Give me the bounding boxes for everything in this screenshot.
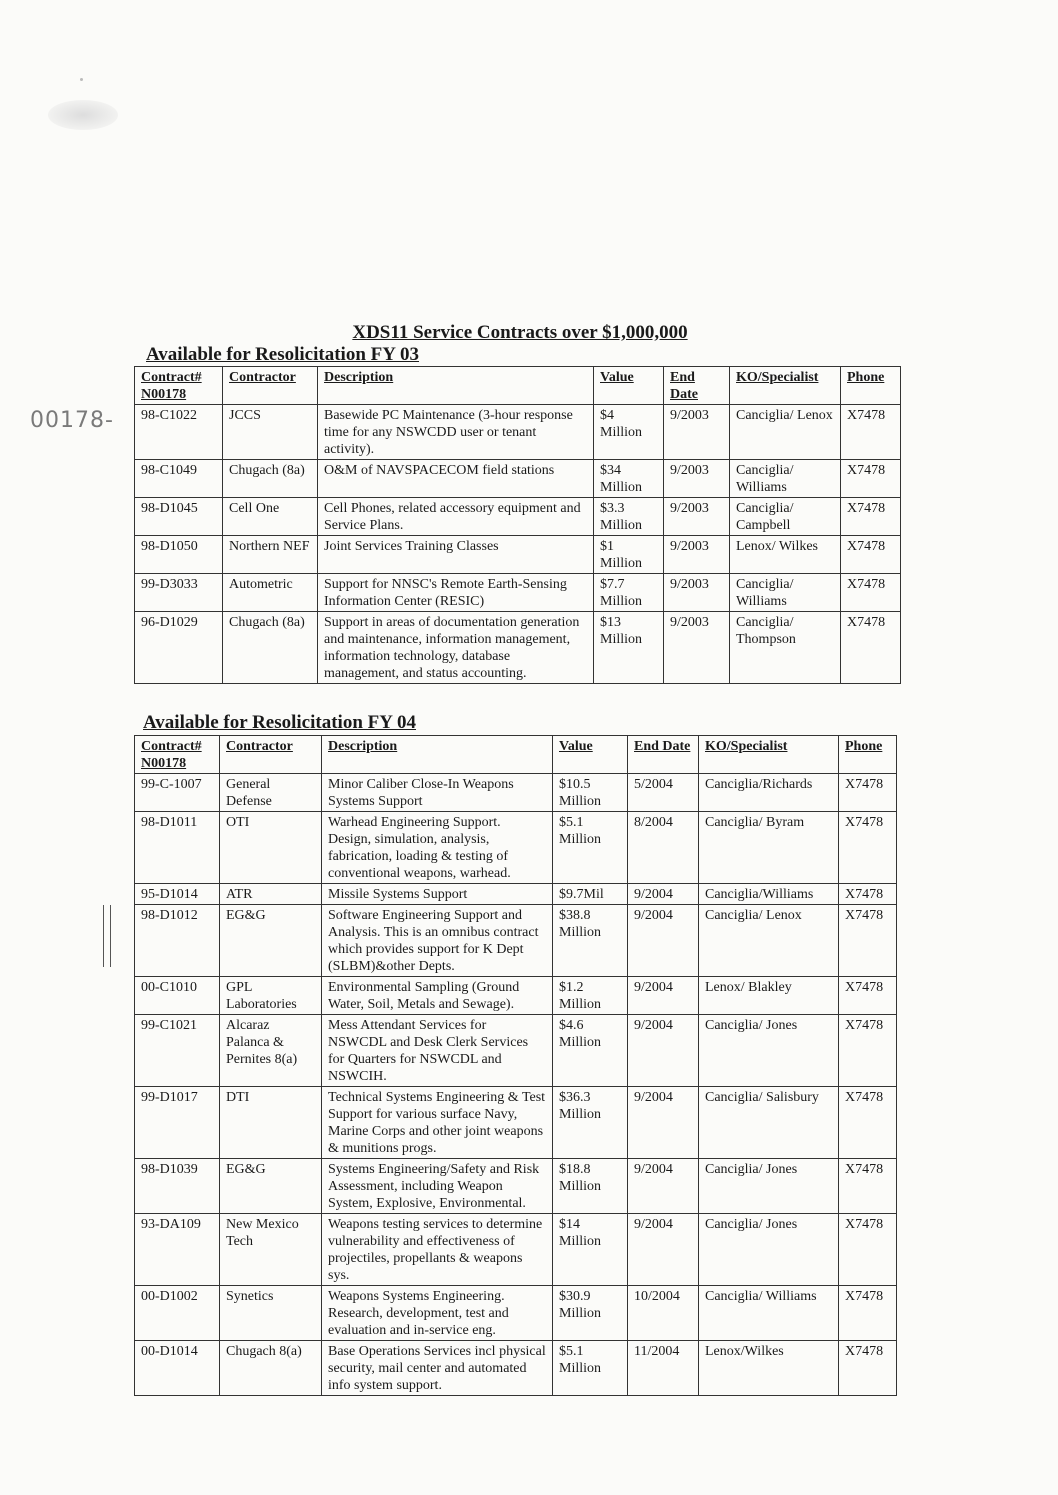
cell-ko-specialist: Canciglia/ Williams bbox=[699, 1286, 839, 1341]
cell-contract-number: 98-D1039 bbox=[135, 1159, 220, 1214]
table-row bbox=[135, 574, 901, 612]
cell-contract-number: 98-C1022 bbox=[135, 405, 223, 460]
column-header-end-date: End Date bbox=[628, 736, 699, 774]
cell-phone: X7478 bbox=[839, 774, 897, 812]
contracts-table-fy04 bbox=[134, 735, 897, 1396]
cell-phone: X7478 bbox=[839, 1214, 897, 1286]
column-header-ko-specialist: KO/Specialist bbox=[730, 367, 841, 405]
cell-ko-specialist: Canciglia/ Williams bbox=[730, 574, 841, 612]
cell-ko-specialist: Lenox/ Wilkes bbox=[730, 536, 841, 574]
column-header-contract-number: Contract# N00178 bbox=[135, 367, 223, 405]
cell-phone: X7478 bbox=[841, 574, 901, 612]
cell-ko-specialist: Canciglia/ Byram bbox=[699, 812, 839, 884]
cell-value: $36.3 Million bbox=[553, 1087, 628, 1159]
cell-ko-specialist: Canciglia/Richards bbox=[699, 774, 839, 812]
cell-end-date: 9/2004 bbox=[628, 884, 699, 905]
table-row bbox=[135, 1159, 897, 1214]
cell-end-date: 9/2004 bbox=[628, 977, 699, 1015]
cell-phone: X7478 bbox=[839, 1087, 897, 1159]
cell-ko-specialist: Lenox/Wilkes bbox=[699, 1341, 839, 1396]
cell-phone: X7478 bbox=[841, 405, 901, 460]
cell-phone: X7478 bbox=[839, 1015, 897, 1087]
cell-contractor: Chugach 8(a) bbox=[220, 1341, 322, 1396]
cell-contract-number: 98-D1012 bbox=[135, 905, 220, 977]
cell-value: $5.1 Million bbox=[553, 1341, 628, 1396]
cell-end-date: 11/2004 bbox=[628, 1341, 699, 1396]
cell-end-date: 9/2003 bbox=[664, 536, 730, 574]
column-header-value: Value bbox=[553, 736, 628, 774]
column-header-description: Description bbox=[322, 736, 553, 774]
scan-speck bbox=[80, 78, 83, 81]
cell-end-date: 9/2004 bbox=[628, 1015, 699, 1087]
table-row bbox=[135, 1286, 897, 1341]
cell-value: $34 Million bbox=[594, 460, 664, 498]
cell-ko-specialist: Canciglia/ Thompson bbox=[730, 612, 841, 684]
cell-contractor: New Mexico Tech bbox=[220, 1214, 322, 1286]
cell-phone: X7478 bbox=[839, 905, 897, 977]
cell-phone: X7478 bbox=[839, 1159, 897, 1214]
table-row bbox=[135, 536, 901, 574]
cell-contractor: General Defense bbox=[220, 774, 322, 812]
handwritten-margin-note: 00178- bbox=[30, 408, 114, 433]
cell-phone: X7478 bbox=[841, 536, 901, 574]
cell-description: Joint Services Training Classes bbox=[318, 536, 594, 574]
header-row bbox=[135, 367, 901, 405]
cell-contract-number: 93-DA109 bbox=[135, 1214, 220, 1286]
cell-end-date: 9/2003 bbox=[664, 574, 730, 612]
cell-value: $1 Million bbox=[594, 536, 664, 574]
cell-description: Environmental Sampling (Ground Water, Soil, Metals and Sewage). bbox=[322, 977, 553, 1015]
table-row bbox=[135, 774, 897, 812]
cell-end-date: 9/2004 bbox=[628, 1087, 699, 1159]
cell-phone: X7478 bbox=[841, 498, 901, 536]
cell-contract-number: 98-C1049 bbox=[135, 460, 223, 498]
cell-value: $18.8 Million bbox=[553, 1159, 628, 1214]
cell-description: O&M of NAVSPACECOM field stations bbox=[318, 460, 594, 498]
table-row bbox=[135, 460, 901, 498]
cell-phone: X7478 bbox=[841, 612, 901, 684]
table-row bbox=[135, 1015, 897, 1087]
cell-description: Basewide PC Maintenance (3-hour response time for any NSWCDD user or tenant activity). bbox=[318, 405, 594, 460]
column-header-phone: Phone bbox=[841, 367, 901, 405]
cell-phone: X7478 bbox=[839, 1286, 897, 1341]
cell-description: Mess Attendant Services for NSWCDL and Desk Clerk Services for Quarters for NSWCDL and NSWCIH. bbox=[322, 1015, 553, 1087]
cell-ko-specialist: Canciglia/ Jones bbox=[699, 1015, 839, 1087]
cell-value: $1.2 Million bbox=[553, 977, 628, 1015]
cell-description: Missile Systems Support bbox=[322, 884, 553, 905]
scan-smudge bbox=[48, 100, 118, 130]
cell-end-date: 9/2004 bbox=[628, 905, 699, 977]
cell-ko-specialist: Canciglia/ Jones bbox=[699, 1214, 839, 1286]
page-title: XDS11 Service Contracts over $1,000,000 bbox=[352, 322, 688, 343]
cell-description: Weapons testing services to determine vulnerability and effectiveness of projectiles, propellants & weapons sys. bbox=[322, 1214, 553, 1286]
cell-ko-specialist: Canciglia/ Salisbury bbox=[699, 1087, 839, 1159]
table-row bbox=[135, 1214, 897, 1286]
cell-value: $3.3 Million bbox=[594, 498, 664, 536]
column-header-contractor: Contractor bbox=[220, 736, 322, 774]
cell-contract-number: 99-C1021 bbox=[135, 1015, 220, 1087]
cell-description: Technical Systems Engineering & Test Support for various surface Navy, Marine Corps and other joint weapons & munitions progs. bbox=[322, 1087, 553, 1159]
cell-contract-number: 00-D1014 bbox=[135, 1341, 220, 1396]
cell-value: $9.7Mil bbox=[553, 884, 628, 905]
cell-description: Minor Caliber Close-In Weapons Systems Support bbox=[322, 774, 553, 812]
cell-value: $4 Million bbox=[594, 405, 664, 460]
cell-end-date: 10/2004 bbox=[628, 1286, 699, 1341]
cell-description: Support in areas of documentation generation and maintenance, information management, information technology, database management, and status accounting. bbox=[318, 612, 594, 684]
cell-description: Support for NNSC's Remote Earth-Sensing Information Center (RESIC) bbox=[318, 574, 594, 612]
table-row bbox=[135, 1341, 897, 1396]
cell-contract-number: 98-D1050 bbox=[135, 536, 223, 574]
column-header-ko-specialist: KO/Specialist bbox=[699, 736, 839, 774]
cell-contractor: EG&G bbox=[220, 1159, 322, 1214]
cell-ko-specialist: Canciglia/ Lenox bbox=[730, 405, 841, 460]
header-row bbox=[135, 736, 897, 774]
section-title-fy03: Available for Resolicitation FY 03 bbox=[146, 344, 420, 365]
cell-contract-number: 98-D1011 bbox=[135, 812, 220, 884]
cell-end-date: 8/2004 bbox=[628, 812, 699, 884]
cell-contractor: ATR bbox=[220, 884, 322, 905]
column-header-end-date: End Date bbox=[664, 367, 730, 405]
cell-contractor: JCCS bbox=[223, 405, 318, 460]
cell-ko-specialist: Canciglia/ Williams bbox=[730, 460, 841, 498]
column-header-contractor: Contractor bbox=[223, 367, 318, 405]
cell-description: Cell Phones, related accessory equipment and Service Plans. bbox=[318, 498, 594, 536]
cell-contractor: Northern NEF bbox=[223, 536, 318, 574]
cell-contractor: EG&G bbox=[220, 905, 322, 977]
cell-contract-number: 96-D1029 bbox=[135, 612, 223, 684]
cell-end-date: 9/2003 bbox=[664, 405, 730, 460]
cell-contractor: GPL Laboratories bbox=[220, 977, 322, 1015]
cell-description: Base Operations Services incl physical security, mail center and automated info system support. bbox=[322, 1341, 553, 1396]
cell-contractor: DTI bbox=[220, 1087, 322, 1159]
cell-phone: X7478 bbox=[839, 977, 897, 1015]
cell-value: $30.9 Million bbox=[553, 1286, 628, 1341]
pencil-mark bbox=[103, 905, 111, 967]
cell-description: Software Engineering Support and Analysis. This is an omnibus contract which provides support for K Dept (SLBM)&other Depts. bbox=[322, 905, 553, 977]
cell-phone: X7478 bbox=[839, 812, 897, 884]
cell-ko-specialist: Canciglia/ Jones bbox=[699, 1159, 839, 1214]
table-row bbox=[135, 1087, 897, 1159]
table-row bbox=[135, 612, 901, 684]
cell-contractor: Synetics bbox=[220, 1286, 322, 1341]
column-header-description: Description bbox=[318, 367, 594, 405]
cell-contract-number: 99-D1017 bbox=[135, 1087, 220, 1159]
cell-contract-number: 99-C-1007 bbox=[135, 774, 220, 812]
cell-contractor: Cell One bbox=[223, 498, 318, 536]
table-row bbox=[135, 498, 901, 536]
cell-value: $7.7 Million bbox=[594, 574, 664, 612]
table-row bbox=[135, 812, 897, 884]
cell-value: $13 Million bbox=[594, 612, 664, 684]
cell-contractor: Chugach (8a) bbox=[223, 612, 318, 684]
cell-contractor: Alcaraz Palanca & Pernites 8(a) bbox=[220, 1015, 322, 1087]
cell-contract-number: 00-D1002 bbox=[135, 1286, 220, 1341]
cell-end-date: 9/2003 bbox=[664, 498, 730, 536]
column-header-phone: Phone bbox=[839, 736, 897, 774]
cell-value: $14 Million bbox=[553, 1214, 628, 1286]
table-row bbox=[135, 405, 901, 460]
cell-ko-specialist: Lenox/ Blakley bbox=[699, 977, 839, 1015]
cell-contractor: Chugach (8a) bbox=[223, 460, 318, 498]
column-header-contract-number: Contract# N00178 bbox=[135, 736, 220, 774]
cell-end-date: 9/2004 bbox=[628, 1159, 699, 1214]
table-row bbox=[135, 884, 897, 905]
cell-contract-number: 98-D1045 bbox=[135, 498, 223, 536]
contracts-table-fy03 bbox=[134, 366, 901, 684]
cell-description: Systems Engineering/Safety and Risk Assessment, including Weapon System, Explosive, Environmental. bbox=[322, 1159, 553, 1214]
cell-value: $10.5 Million bbox=[553, 774, 628, 812]
cell-contractor: Autometric bbox=[223, 574, 318, 612]
cell-description: Weapons Systems Engineering. Research, development, test and evaluation and in-service eng. bbox=[322, 1286, 553, 1341]
cell-phone: X7478 bbox=[841, 460, 901, 498]
cell-phone: X7478 bbox=[839, 1341, 897, 1396]
cell-contractor: OTI bbox=[220, 812, 322, 884]
cell-contract-number: 99-D3033 bbox=[135, 574, 223, 612]
cell-end-date: 5/2004 bbox=[628, 774, 699, 812]
cell-end-date: 9/2003 bbox=[664, 460, 730, 498]
section-title-fy04: Available for Resolicitation FY 04 bbox=[143, 712, 417, 733]
cell-value: $5.1 Million bbox=[553, 812, 628, 884]
cell-value: $38.8 Million bbox=[553, 905, 628, 977]
column-header-value: Value bbox=[594, 367, 664, 405]
cell-ko-specialist: Canciglia/ Lenox bbox=[699, 905, 839, 977]
cell-contract-number: 95-D1014 bbox=[135, 884, 220, 905]
table-row bbox=[135, 977, 897, 1015]
cell-description: Warhead Engineering Support. Design, simulation, analysis, fabrication, loading & testing of conventional weapons, warhead. bbox=[322, 812, 553, 884]
cell-phone: X7478 bbox=[839, 884, 897, 905]
cell-ko-specialist: Canciglia/ Campbell bbox=[730, 498, 841, 536]
cell-end-date: 9/2004 bbox=[628, 1214, 699, 1286]
cell-contract-number: 00-C1010 bbox=[135, 977, 220, 1015]
table-row bbox=[135, 905, 897, 977]
cell-value: $4.6 Million bbox=[553, 1015, 628, 1087]
cell-end-date: 9/2003 bbox=[664, 612, 730, 684]
cell-ko-specialist: Canciglia/Williams bbox=[699, 884, 839, 905]
